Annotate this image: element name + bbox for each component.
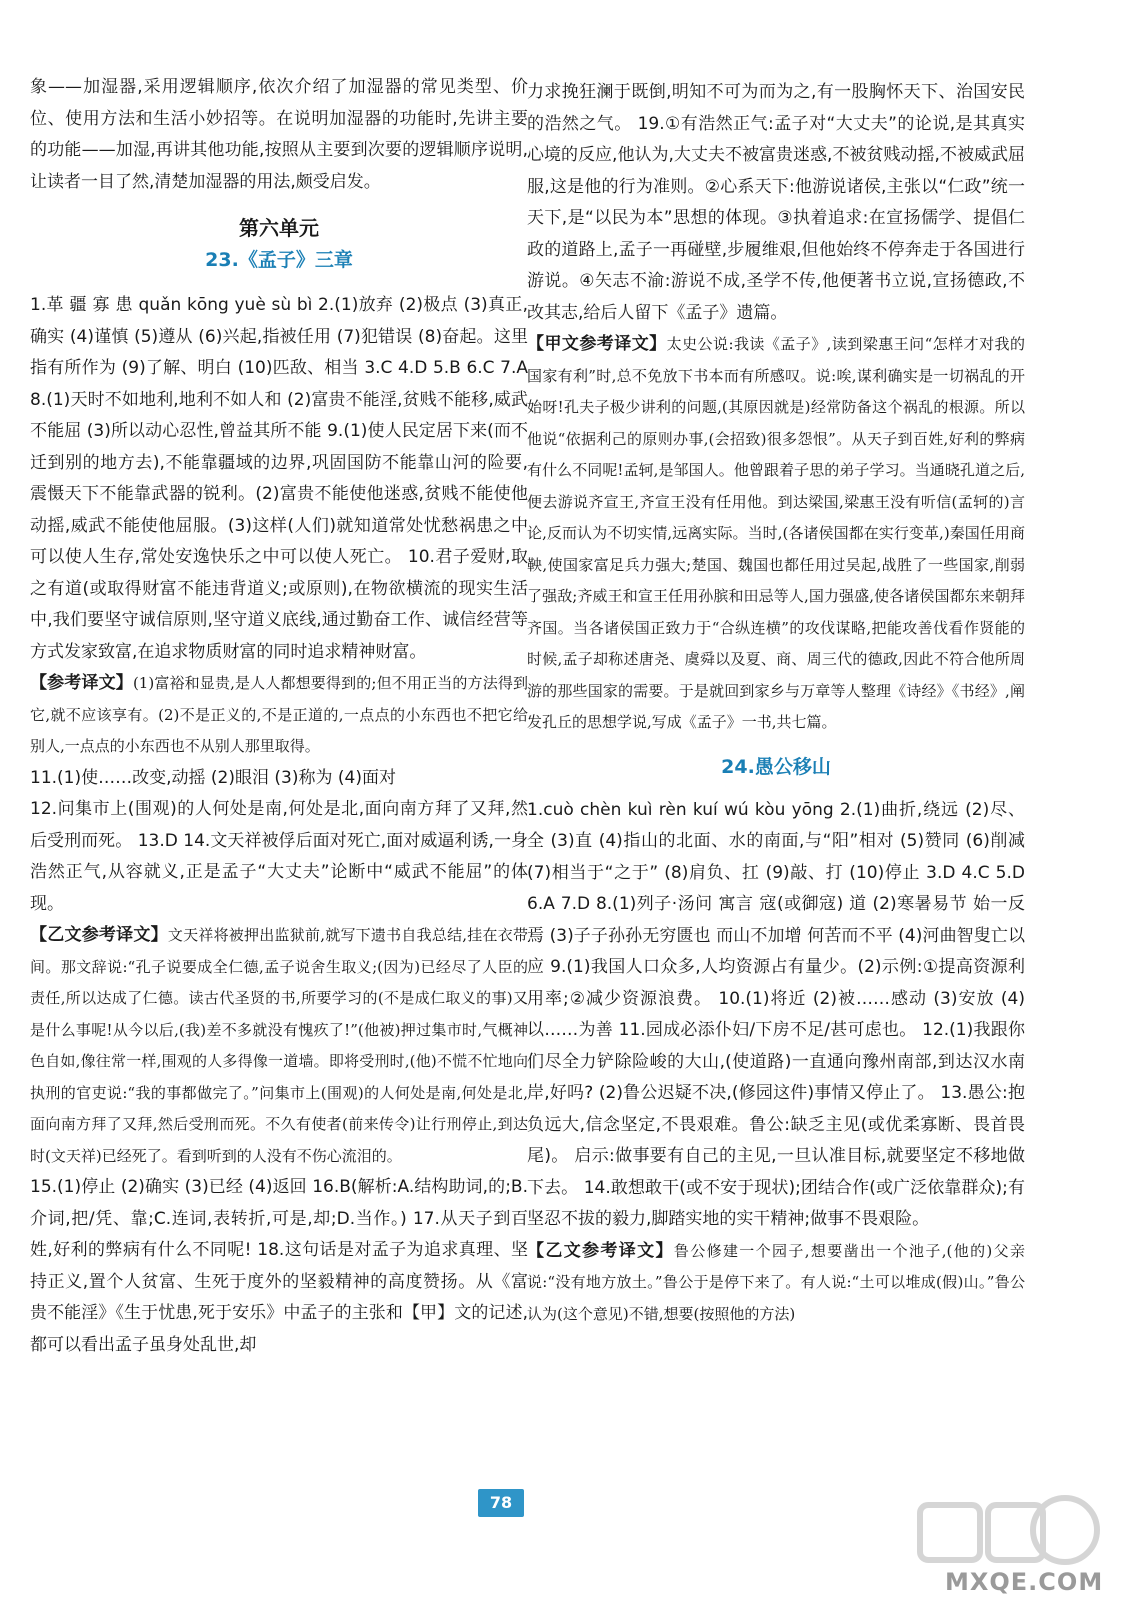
reference-text: 太史公说:我读《孟子》,读到梁惠王问“怎样才对我的国家有利”时,总不免放下书本而有所感叹。说:唉,谋利确实是一切祸乱的开始呀!孔夫子极少讲利的问题,(其原因就是)经常防备这个祸乱的根源。所以他说“依据利己的原则办事,(会招致)很多怨恨”。从天子到百姓,好利的弊病有什么不同呢!孟轲,是邹国人。他曾跟着子思的弟子学习。当通晓孔道之后,便去游说齐宣王,齐宣王没有任用他。到达梁国,梁惠王没有听信(孟轲的)言论,反而认为不切实情,远离实际。当时,(各诸侯国都在实行变革,)秦国任用商鞅,使国家富足兵力强大;楚国、魏国也都任用过吴起,战胜了一些国家,削弱了强敌;齐威王和宣王任用孙膑和田忌等人,国力强盛,使各诸侯国都东来朝拜齐国。当各诸侯国正致力于“合纵连横”的攻伐谋略,把能攻善伐看作贤能的时候,孟子却称述唐尧、虞舜以及夏、商、周三代的德政,因此不符合他所周游的那些国家的需要。于是就回到家乡与万章等人整理《诗经》《书经》,阐发孔丘的思想学说,写成《孟子》一书,共七篇。	[527, 335, 1025, 731]
answers-15-18: 15.(1)停止 (2)确实 (3)已经 (4)返回 16.B(解析:A.结构助词,的;B.介词,把/凭、靠;C.连词,表转折,可是,却;D.当作。) 17.从天子到百姓,好利的弊病有什么不同呢! 18.这句话是对孟子为追求真理、坚持正义,置个人贫富、生死于度外的坚毅精神的高度赞扬。从《富贵不能淫》《生于忧患,死于安乐》中孟子的主张和【甲】文的记述,都可以看出孟子虽身处乱世,却	[30, 1177, 528, 1355]
reference-tag: 【乙文参考译文】	[527, 1240, 674, 1261]
page-number: 78	[478, 1489, 524, 1517]
watermark-text: MXQE.COM	[945, 1568, 1104, 1596]
intro-paragraph: 象——加湿器,采用逻辑顺序,依次介绍了加湿器的常见类型、价位、使用方法和生活小妙招等。在说明加湿器的功能时,先讲主要的功能——加湿,再讲其他功能,按照从主要到次要的逻辑顺序说明,让读者一目了然,清楚加湿器的用法,颇受启发。	[30, 77, 528, 192]
answers-1-10: 1.革 疆 寡 患 quǎn kōng yuè sù bì 2.(1)放弃 (2)极点 (3)真正,确实 (4)谨慎 (5)遵从 (6)兴起,指被任用 (7)犯错误 (8)奋起。这里指有所作为 (9)了解、明白 (10)匹敌、相当 3.C 4.D 5.B 6.C 7.A 8.(1)天时不如地利,地利不如人和 (2)富贵不能淫,贫贱不能移,威武不能屈 (3)所以动心忍性,曾益其所不能 9.(1)使人民定居下来(而不迁到别的地方去),不能靠疆域的边界,巩固国防不能靠山河的险要,震慑天下不能靠武器的锐利。(2)富贵不能使他迷惑,贫贱不能使他动摇,威武不能使他屈服。(3)这样(人们)就知道常处忧愁祸患之中可以使人生存,常处安逸快乐之中可以使人死亡。 10.君子爱财,取之有道(或取得财富不能违背道义;或原则),在物欲横流的现实生活中,我们要坚守诚信原则,坚守道义底线,通过勤奋工作、诚信经营等方式发家致富,在追求物质财富的同时追求精神财富。	[30, 295, 528, 662]
answers-12-14: 12.问集市上(围观)的人何处是南,何处是北,面向南方拜了又拜,然后受刑而死。 13.D 14.文天祥被俘后面对死亡,面对威逼利诱,一身浩然正气,从容就义,正是孟子“大丈夫”论断中“威武不能屈”的体现。	[30, 799, 528, 914]
left-column	[30, 72, 528, 1361]
lesson-title-23: 23.《孟子》三章	[205, 249, 353, 271]
reference-translation-3	[527, 329, 1025, 739]
reference-translation-4	[527, 1236, 1025, 1331]
unit-title: 第六单元	[239, 216, 319, 240]
reference-text: 鲁公修建一个园子,想要凿出一个池子,(他的)父亲说:“没有地方放土。”鲁公于是停下来了。有人说:“土可以堆成(假)山。”鲁公认为(这个意见)不错,想要(按照他的方法)	[527, 1241, 1026, 1323]
answers-11: 11.(1)使……改变,动摇 (2)眼泪 (3)称为 (4)面对	[30, 767, 396, 788]
answers-continued: 力求挽狂澜于既倒,明知不可为而为之,有一股胸怀天下、治国安民的浩然之气。 19.①有浩然正气:孟子对“大丈夫”的论说,是其真实心境的反应,他认为,大丈夫不被富贵迷惑,不被贫贱动摇,不被威武屈服,这是他的行为准则。②心系天下:他游说诸侯,主张以“仁政”统一天下,是“以民为本”思想的体现。③执着追求:在宣扬儒学、提倡仁政的道路上,孟子一再碰壁,步履维艰,但他始终不停奔走于各国进行游说。④矢志不渝:游说不成,圣学不传,他便著书立说,宣扬德政,不改其志,给后人留下《孟子》遗篇。	[527, 82, 1025, 323]
reference-translation-1	[30, 668, 528, 763]
reference-tag: 【甲文参考译文】	[527, 334, 667, 354]
reference-tag: 【参考译文】	[30, 673, 133, 693]
reference-text: (1)富裕和显贵,是人人都想要得到的;但不用正当的方法得到它,就不应该享有。(2)不是正义的,不是正道的,一点点的小东西也不把它给别人,一点点的小东西也不从别人那里取得。	[30, 674, 529, 755]
reference-tag: 【乙文参考译文】	[30, 925, 168, 945]
lesson-title-24: 24.愚公移山	[721, 755, 831, 778]
right-column	[527, 77, 1025, 1330]
answers-1-14: 1.cuò chèn kuì rèn kuí wú kòu yōng 2.(1)曲折,绕远 (2)尽、全 (3)直 (4)指山的北面、水的南面,与“阳”相对 (5)赞同 (6)削减 (7)相当于“之于” (8)肩负、扛 (9)敲、打 (10)停止 3.D 4.C 5.D 6.A 7.D 8.(1)列子·汤问 寓言 寇(或御寇) 道 (2)寒暑易节 始一反焉 (3)子子孙孙无穷匮也 而山不加增 何苦而不平 (4)河曲智叟亡以应 9.(1)我国人口众多,人均资源占有量少。(2)示例:①提高资源利用率;②减少资源浪费。 10.(1)将近 (2)被……感动 (3)安放 (4)以……为善 11.园成必添仆妇/下房不足/甚可虑也。 12.(1)我跟你们尽全力铲除险峻的大山,(使道路)一直通向豫州南部,到达汉水南岸,好吗? (2)鲁公迟疑不决,(修园这件)事情又停止了。 13.愚公:抱负远大,信念坚定,不畏艰难。鲁公:缺乏主见(或优柔寡断、畏首畏尾)。 启示:做事要有自己的主见,一旦认准目标,就要坚定不移地做下去。 14.敢想敢干(或不安于现状);团结合作(或广泛依靠群众);有坚忍不拔的毅力,脚踏实地的实干精神;做事不畏艰险。	[527, 799, 1025, 1229]
reference-text: 文天祥将被押出监狱前,就写下遗书自我总结,挂在衣带间。那文辞说:“孔子说要成全仁德,孟子说舍生取义;(因为)已经尽了人臣的责任,所以达成了仁德。读古代圣贤的书,所要学习的(不是成仁取义的事)又是什么事呢!从今以后,(我)差不多就没有愧疚了!”(他被)押过集市时,气概神色自如,像往常一样,围观的人多得像一道墙。即将受刑时,(他)不慌不忙地向执刑的官吏说:“我的事都做完了。”问集市上(围观)的人何处是南,何处是北,面向南方拜了又拜,然后受刑而死。不久有使者(前来传令)让行刑停止,到达时(文天祥)已经死了。看到听到的人没有不伤心流泪的。	[30, 926, 529, 1165]
reference-translation-2	[30, 920, 528, 1172]
